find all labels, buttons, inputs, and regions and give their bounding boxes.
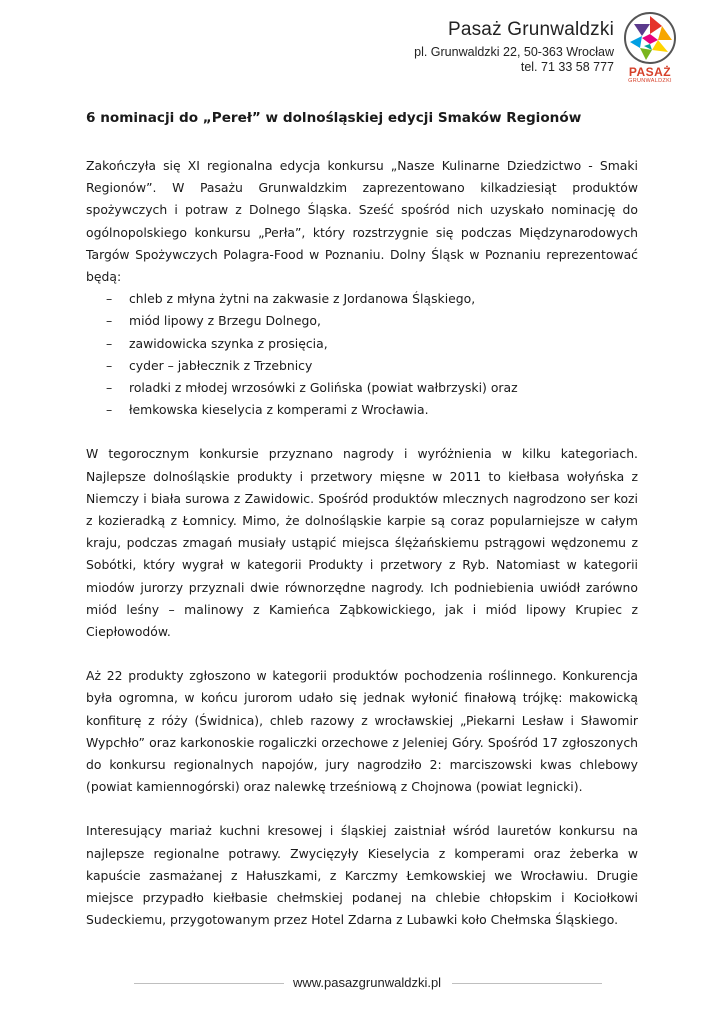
list-item: – miód lipowy z Brzegu Dolnego,	[106, 313, 321, 329]
pasaz-logo	[622, 10, 678, 90]
article	[86, 108, 638, 932]
company-phone: tel. 71 33 58 777	[520, 60, 614, 74]
logo-mark-icon	[622, 10, 678, 66]
company-name: Pasaż Grunwaldzki	[447, 19, 614, 40]
footer-website-link[interactable]: www.pasazgrunwaldzki.pl	[292, 975, 442, 990]
nominations-list	[86, 288, 638, 421]
company-address: pl. Grunwaldzki 22, 50-363 Wrocław	[414, 45, 614, 59]
logo-facet	[642, 34, 658, 44]
footer	[0, 974, 724, 994]
logo-word: PASAŻ	[628, 65, 672, 79]
plant-products-paragraph: Aż 22 produkty zgłoszono w kategorii produktów pochodzenia roślinnego. Konkurencja była ogromna, w końcu jurorom udało się jednak wyłonić finałową trójkę: makowicką konfiturę z róży (Świdnica), chleb razowy z wrocławskiej „Piekarni Lesław i Sławomir Wypchło” oraz karkonoskie rogaliczki orzechowe z Jeleniej Góry. Spośród 17 zgłoszonych do konkursu regionalnych napojów, jury nagrodziło 2: marciszowski kwas chlebowy (powiat kamiennogórski) oraz nalewkę trześniową z Chojnowa (powiat legnicki).	[86, 668, 638, 795]
logo-facet	[650, 16, 662, 34]
footer-rule-right	[452, 983, 602, 984]
list-item: – chleb z młyna żytni na zakwasie z Jordanowa Śląskiego,	[106, 291, 476, 307]
logo-facet	[652, 40, 668, 52]
intro-paragraph: Zakończyła się XI regionalna edycja konkursu „Nasze Kulinarne Dziedzictwo - Smaki Regionów”. W Pasażu Grunwaldzkim zaprezentowano kilkadziesiąt produktów spożywczych i potraw z Dolnego Śląska. Sześć spośród nich uzyskało nominację do ogólnopolskiego konkursu „Perła”, który rozstrzygnie się podczas Międzynarodowych Targów Spożywczych Polagra-Food w Poznaniu. Dolny Śląsk w Poznaniu reprezentować będą:	[86, 158, 638, 285]
letterhead	[414, 18, 614, 75]
list-item: – zawidowicka szynka z prosięcia,	[106, 335, 328, 351]
logo-facet	[640, 48, 652, 60]
logo-subword: GRUNWALDZKI	[628, 78, 672, 84]
logo-facet	[630, 36, 642, 48]
list-item: – cyder – jabłecznik z Trzebnicy	[106, 357, 313, 373]
article-title: 6 nominacji do „Pereł” w dolnośląskiej edycji Smaków Regionów	[86, 110, 582, 126]
dishes-paragraph: Interesujący mariaż kuchni kresowej i śląskiej zaistniał wśród lauretów konkursu na najlepsze regionalne potrawy. Zwycięzyły Kieselycia z komperami oraz żeberka w kapuście zasmażanej z Hałuszkami, z Karczmy Łemkowskiej we Wrocławiu. Drugie miejsce przypadło kiełbasie chełmskiej podanej na chlebie chłopskim i Kociołkowi Sudeckiemu, przygotowanym przez Hotel Zdarna z Lubawki koło Chełmska Śląskiego.	[86, 823, 638, 928]
awards-paragraph: W tegorocznym konkursie przyznano nagrody i wyróżnienia w kilku kategoriach. Najlepsze dolnośląskie produkty i przetwory mięsne w 2011 to kiełbasa wołyńska z Niemczy i biała surowa z Zawidowic. Spośród produktów mlecznych nagrodzono ser kozi z kozieradką z Łomnicy. Mimo, że dolnośląskie karpie są coraz popularniejsze w całym kraju, podczas zmagań musiały ustąpić miejsca ślężańskiemu pstrągowi wędzonemu z Sobótki, który wygrał w kategorii Produkty i przetwory z Ryb. Natomiast w kategorii miodów jurorzy przyznali dwie równorzędne nagrody. Ich podniebienia uwiódł zarówno miód leśny – malinowy z Kamieńca Ząbkowickiego, jak i miód lipowy Krupiec z Ciepłowodów.	[86, 446, 638, 640]
footer-rule-left	[134, 983, 284, 984]
logo-facet	[634, 24, 650, 36]
list-item: – łemkowska kieselycia z komperami z Wrocławia.	[106, 402, 429, 418]
logo-facet	[658, 26, 672, 40]
list-item: – roladki z młodej wrzosówki z Golińska (powiat wałbrzyski) oraz	[106, 380, 518, 396]
